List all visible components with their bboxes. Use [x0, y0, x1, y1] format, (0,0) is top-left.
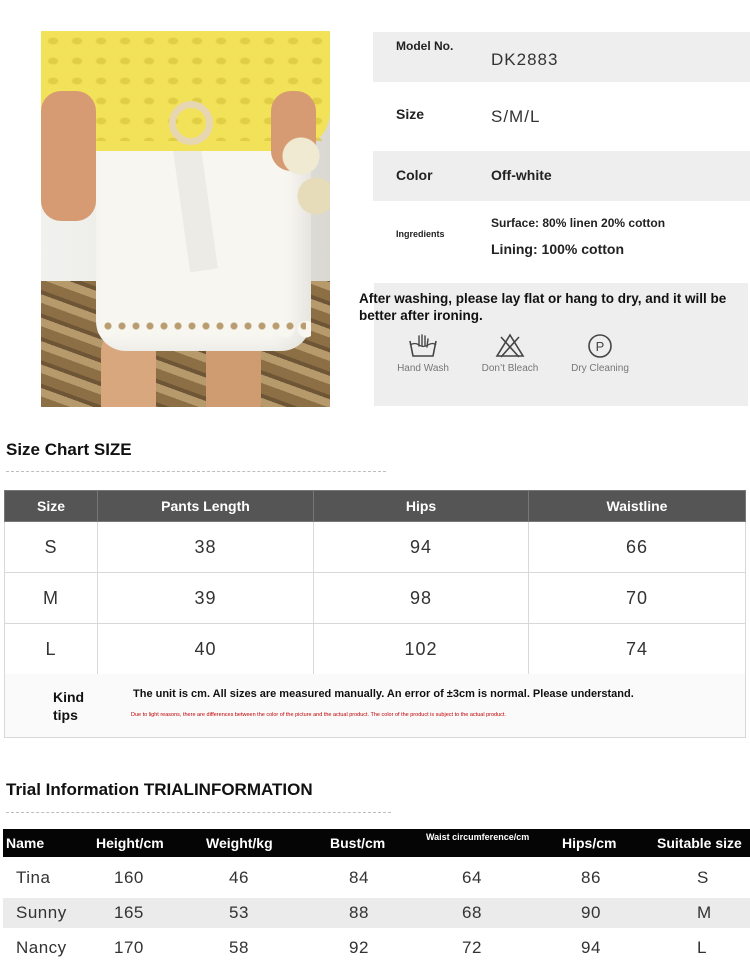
color-value: Off-white: [491, 167, 552, 183]
trial-height-cell: 165: [114, 903, 144, 922]
size-row-s: [5, 522, 746, 573]
model-value: DK2883: [491, 50, 559, 69]
hips-cell: 94: [314, 522, 529, 573]
trial-size-cell: S: [697, 868, 709, 887]
model-left-arm: [41, 91, 96, 221]
pants-length-cell: 39: [98, 573, 314, 624]
trial-bust-cell: 88: [349, 903, 369, 922]
flower-bouquet: [281, 126, 330, 226]
trial-size-cell: L: [697, 938, 707, 957]
kind-tips-box: [4, 674, 746, 738]
trial-hips-cell: 94: [581, 938, 601, 957]
trial-weight-cell: 53: [229, 903, 249, 922]
trial-waist-cell: 64: [462, 868, 482, 887]
trial-divider: [6, 812, 391, 813]
color-label: Color: [396, 167, 433, 183]
waistline-cell: 70: [529, 573, 746, 624]
no-bleach-icon: [494, 333, 526, 359]
surface-composition: Surface: 80% linen 20% cotton: [491, 216, 666, 230]
trial-row-sunny: [3, 898, 750, 928]
trial-size-cell: M: [697, 903, 712, 922]
trial-row-tina: [3, 863, 750, 893]
size-label: Size: [396, 106, 425, 122]
trial-waist-cell: 72: [462, 938, 482, 957]
care-instructions: After washing, please lay flat or hang to dry, and it will be better after ironing.: [359, 291, 727, 323]
size-row-l: [5, 624, 746, 675]
size-cell: L: [5, 624, 98, 675]
svg-text:P: P: [595, 339, 605, 354]
trial-row-nancy: [3, 933, 750, 963]
trial-height-cell: 170: [114, 938, 144, 957]
size-chart-table: [4, 490, 746, 675]
lining-composition: Lining: 100% cotton: [491, 241, 624, 257]
pants-length-header: Pants Length: [98, 491, 314, 522]
spec-row-size: [373, 82, 750, 151]
size-chart-divider: [6, 471, 386, 472]
trial-bust-cell: 84: [349, 868, 369, 887]
trial-waist-cell: 68: [462, 903, 482, 922]
kind-tips-label: Kind tips: [53, 689, 85, 723]
trial-name-cell: Sunny: [16, 903, 67, 922]
size-header: Size: [5, 491, 98, 522]
hips-cell: 102: [314, 624, 529, 675]
spec-row-color: [373, 151, 750, 201]
pants-length-cell: 40: [98, 624, 314, 675]
size-cell: M: [5, 573, 98, 624]
hips-cell: 98: [314, 573, 529, 624]
trial-name-cell: Tina: [16, 868, 51, 887]
trial-title: Trial Information TRIALINFORMATION: [6, 780, 313, 799]
bust-header: Bust/cm: [330, 835, 386, 851]
trial-height-cell: 160: [114, 868, 144, 887]
no-bleach-label: Don’t Bleach: [481, 363, 539, 374]
hips-header: Hips/cm: [562, 835, 617, 851]
care-item-dry-clean: [565, 333, 635, 374]
size-chart-title: Size Chart SIZE: [6, 440, 132, 459]
dry-clean-icon: [584, 333, 616, 359]
ingredients-label: Ingredients: [396, 229, 445, 239]
trial-hips-cell: 90: [581, 903, 601, 922]
size-cell: S: [5, 522, 98, 573]
waist-header: Waist circumference/cm: [426, 832, 530, 842]
size-chart-header-row: [5, 491, 746, 522]
trial-weight-cell: 58: [229, 938, 249, 957]
kind-tips-text: The unit is cm. All sizes are measured manually. An error of ±3cm is normal. Please understand.: [133, 688, 634, 700]
waistline-header: Waistline: [529, 491, 746, 522]
spec-row-model: [373, 32, 750, 82]
pants-length-cell: 38: [98, 522, 314, 573]
suitable-size-header: Suitable size: [657, 835, 742, 851]
weight-header: Weight/kg: [206, 835, 273, 851]
spec-row-ingredients: [373, 201, 750, 283]
dry-clean-label: Dry Cleaning: [571, 363, 629, 374]
height-header: Height/cm: [96, 835, 164, 851]
waistline-cell: 66: [529, 522, 746, 573]
size-row-m: [5, 573, 746, 624]
color-difference-note: Due to light reasons, there are differences between the color of the picture and the actual product. The color of the product is subject to the actual product.: [131, 712, 506, 718]
rattan-ring-buckle: [169, 101, 213, 145]
care-item-no-bleach: [475, 333, 545, 374]
hand-wash-label: Hand Wash: [397, 363, 449, 374]
eyelet-embroidery: [101, 319, 306, 333]
size-value: S/M/L: [491, 107, 541, 126]
care-item-hand-wash: [388, 333, 458, 374]
hips-header: Hips: [314, 491, 529, 522]
trial-header-row: [3, 829, 750, 857]
trial-bust-cell: 92: [349, 938, 369, 957]
waistline-cell: 74: [529, 624, 746, 675]
hand-wash-icon: [407, 333, 439, 359]
name-header: Name: [6, 835, 45, 851]
product-photo: [41, 31, 330, 407]
model-label: Model No.: [396, 39, 454, 53]
trial-weight-cell: 46: [229, 868, 249, 887]
trial-name-cell: Nancy: [16, 938, 67, 957]
trial-hips-cell: 86: [581, 868, 601, 887]
